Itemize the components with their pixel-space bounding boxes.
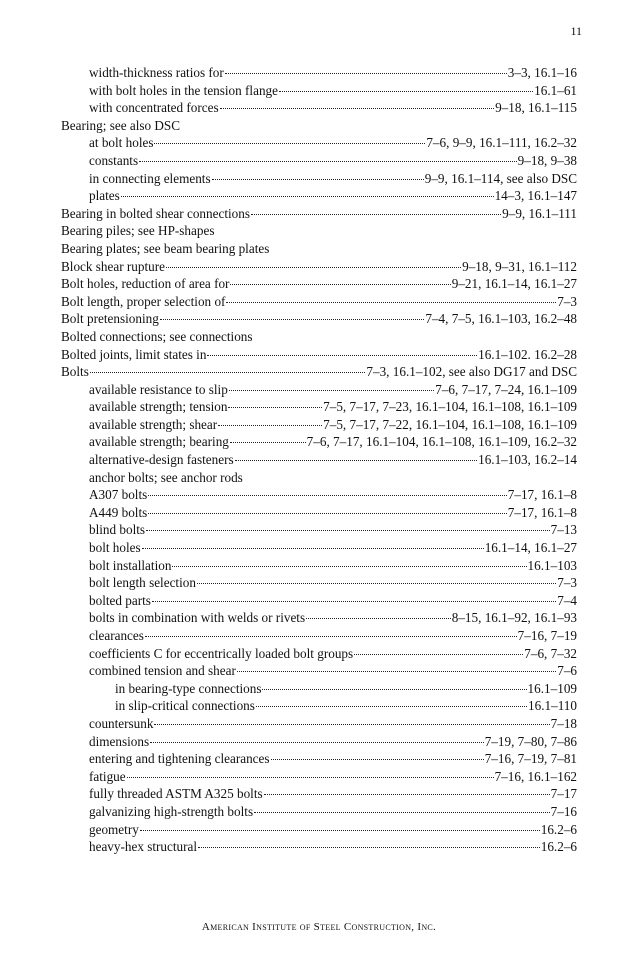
index-term: heavy-hex structural: [89, 839, 198, 855]
index-entry: [61, 363, 577, 381]
index-term: clearances: [89, 628, 144, 643]
index-page-refs: 7–5, 7–17, 7–23, 16.1–104, 16.1–108, 16.1–109: [323, 399, 577, 415]
index-entry: [61, 504, 577, 522]
index-page-refs: 9–18, 9–38: [517, 152, 577, 168]
dot-leader: [127, 777, 494, 778]
index-entry: [61, 99, 577, 117]
dot-leader: [90, 372, 366, 373]
index-page-refs: 9–21, 16.1–14, 16.1–27: [451, 276, 577, 292]
dot-leader: [160, 319, 425, 320]
dot-leader: [230, 284, 450, 285]
index-page-refs: 7–4, 7–5, 16.1–103, 16.2–48: [425, 311, 577, 327]
index-page-refs: 8–15, 16.1–92, 16.1–93: [451, 610, 577, 626]
page-footer: American Institute of Steel Construction, Inc.: [201, 921, 437, 933]
index-entry: [61, 697, 577, 715]
dot-leader: [212, 179, 424, 180]
index-entry: [61, 451, 577, 469]
dot-leader: [254, 812, 550, 813]
index-term: in bearing-type connections: [115, 680, 262, 696]
index-entry: [61, 275, 577, 293]
dot-leader: [152, 601, 556, 602]
index-page-refs: 7–18: [550, 715, 577, 731]
index-term: with concentrated forces: [89, 100, 219, 116]
index-entry: [61, 328, 577, 346]
index-term: Bolted connections; see connections: [61, 328, 253, 344]
dot-leader: [148, 513, 507, 514]
dot-leader: [154, 143, 425, 144]
index-term: in slip-critical connections: [115, 698, 255, 714]
index-term: Bolt pretensioning: [61, 311, 159, 327]
index-page-refs: 16.1–103: [527, 557, 577, 573]
dot-leader: [218, 425, 322, 426]
index-term: dimensions: [89, 733, 150, 749]
dot-leader: [230, 442, 306, 443]
index-page-refs: 7–17, 16.1–8: [507, 487, 577, 503]
dot-leader: [225, 73, 507, 74]
index-page-refs: 7–3, 16.1–102, see also DG17 and DSC: [366, 364, 577, 380]
index-entry: [61, 398, 577, 416]
dot-leader: [140, 830, 540, 831]
index-page-refs: 7–3: [557, 293, 577, 309]
index-term: entering and tightening clearances: [89, 751, 270, 767]
dot-leader: [226, 302, 556, 303]
dot-leader: [146, 530, 550, 531]
dot-leader: [229, 390, 434, 391]
index-term: Bearing in bolted shear connections: [61, 205, 250, 221]
index-entry: [61, 433, 577, 451]
index-entry: [61, 82, 577, 100]
index-page-refs: 7–5, 7–17, 7–22, 16.1–104, 16.1–108, 16.1–109: [323, 416, 577, 432]
index-term: with bolt holes in the tension flange: [89, 82, 278, 98]
index-page-refs: 7–16: [550, 803, 577, 819]
index-term: at bolt holes: [89, 135, 154, 151]
index-page-refs: 16.1–61: [534, 82, 577, 98]
index-page-refs: 7–6, 9–9, 16.1–111, 16.2–32: [426, 135, 577, 151]
index-entry: [61, 346, 577, 364]
index-entry: [61, 222, 577, 240]
index-page-refs: 7–4: [557, 592, 577, 608]
index-page-refs: 9–9, 16.1–114, see also DSC: [424, 170, 577, 186]
index-term: alternative-design fasteners: [89, 452, 234, 468]
index-term: bolt installation: [89, 557, 172, 573]
index-entry: [61, 592, 577, 610]
index-term: coefficients C for eccentrically loaded bolt groups: [89, 645, 354, 661]
index-term: constants: [89, 152, 139, 168]
index-entry: [61, 469, 577, 487]
index-page-refs: 9–18, 16.1–115: [495, 100, 577, 116]
index-page-refs: 7–19, 7–80, 7–86: [484, 733, 577, 749]
index-entry: [61, 574, 577, 592]
index-entry: [61, 627, 577, 645]
index-term: A307 bolts: [89, 487, 148, 503]
page-number: 11: [570, 24, 582, 38]
index-page-refs: 16.1–109: [527, 680, 577, 696]
index-entry: [61, 521, 577, 539]
index-entry: [61, 240, 577, 258]
dot-leader: [145, 636, 517, 637]
index-page-refs: 7–17: [550, 786, 577, 802]
index-term: bolts in combination with welds or rivets: [89, 610, 306, 626]
dot-leader: [220, 108, 494, 109]
index-term: plates: [89, 188, 120, 204]
dot-leader: [228, 407, 322, 408]
index-term: available strength; tension: [89, 399, 228, 415]
index-term: countersunk: [89, 715, 154, 731]
dot-leader: [150, 742, 484, 743]
index-page-refs: 7–6, 7–17, 7–24, 16.1–109: [435, 381, 577, 397]
index-term: galvanizing high-strength bolts: [89, 803, 254, 819]
index-page-refs: 7–16, 7–19: [517, 628, 577, 643]
index-page-refs: 9–9, 16.1–111: [502, 205, 577, 221]
index-entry: [61, 803, 577, 821]
index-term: Bolts: [61, 364, 89, 380]
index-term: in connecting elements: [89, 170, 211, 186]
index-entry: [61, 680, 577, 698]
dot-leader: [207, 355, 477, 356]
dot-leader: [264, 794, 550, 795]
index-term: Bolt length, proper selection of: [61, 293, 226, 309]
index-entry: [61, 645, 577, 663]
index-page-refs: 16.2–6: [540, 839, 577, 855]
dot-leader: [306, 618, 451, 619]
index-page-refs: 16.2–6: [540, 821, 577, 837]
index-entry: [61, 768, 577, 786]
index-page-refs: 7–6, 7–17, 16.1–104, 16.1–108, 16.1–109, 16.2–32: [306, 434, 577, 450]
index-entry: [61, 486, 577, 504]
index-entry: [61, 750, 577, 768]
index-page-refs: 16.1–102. 16.2–28: [478, 346, 577, 362]
index-term: bolted parts: [89, 592, 151, 608]
dot-leader: [166, 267, 461, 268]
index-term: Block shear rupture: [61, 258, 165, 274]
index-page-refs: 7–16, 16.1–162: [494, 768, 577, 784]
dot-leader: [235, 460, 477, 461]
dot-leader: [198, 847, 540, 848]
index-entry: [61, 293, 577, 311]
dot-leader: [271, 759, 484, 760]
index-term: available strength; shear: [89, 416, 218, 432]
index-page-refs: 14–3, 16.1–147: [494, 188, 577, 204]
dot-leader: [121, 196, 494, 197]
index-term: available resistance to slip: [89, 381, 228, 397]
index-page-refs: 7–16, 7–19, 7–81: [484, 751, 577, 767]
dot-leader: [197, 583, 556, 584]
index-list: [61, 64, 577, 856]
dot-leader: [256, 706, 527, 707]
index-entry: [61, 838, 577, 856]
index-entry: [61, 733, 577, 751]
dot-leader: [172, 566, 526, 567]
index-term: Bearing; see also DSC: [61, 117, 181, 133]
dot-leader: [139, 161, 517, 162]
index-term: combined tension and shear: [89, 663, 236, 679]
index-page-refs: 16.1–103, 16.2–14: [478, 452, 577, 468]
dot-leader: [237, 671, 556, 672]
index-entry: [61, 381, 577, 399]
index-page-refs: 7–3: [557, 575, 577, 591]
index-entry: [61, 64, 577, 82]
index-term: fatigue: [89, 768, 126, 784]
index-entry: [61, 310, 577, 328]
index-page-refs: 9–18, 9–31, 16.1–112: [462, 258, 577, 274]
index-page-refs: 7–17, 16.1–8: [507, 504, 577, 520]
index-entry: [61, 205, 577, 223]
index-entry: [61, 187, 577, 205]
index-entry: [61, 785, 577, 803]
index-entry: [61, 416, 577, 434]
dot-leader: [148, 495, 507, 496]
index-term: Bearing plates; see beam bearing plates: [61, 240, 270, 256]
index-entry: [61, 609, 577, 627]
index-term: Bearing piles; see HP-shapes: [61, 223, 215, 239]
index-term: bolt length selection: [89, 575, 196, 591]
index-term: available strength; bearing: [89, 434, 229, 450]
index-term: Bolt holes, reduction of area for: [61, 276, 230, 292]
dot-leader: [354, 654, 523, 655]
index-term: A449 bolts: [89, 504, 148, 520]
index-entry: [61, 557, 577, 575]
index-page-refs: 7–6, 7–32: [524, 645, 577, 661]
index-term: fully threaded ASTM A325 bolts: [89, 786, 263, 802]
index-page-refs: 16.1–110: [528, 698, 577, 714]
dot-leader: [251, 214, 501, 215]
dot-leader: [262, 689, 526, 690]
dot-leader: [279, 91, 533, 92]
index-term: anchor bolts; see anchor rods: [89, 469, 243, 485]
index-term: geometry: [89, 821, 139, 837]
index-term: Bolted joints, limit states in: [61, 346, 207, 362]
dot-leader: [142, 548, 484, 549]
index-entry: [61, 662, 577, 680]
index-entry: [61, 152, 577, 170]
index-page-refs: 7–6: [557, 663, 577, 679]
index-term: blind bolts: [89, 522, 146, 538]
index-page-refs: 3–3, 16.1–16: [507, 65, 577, 80]
index-entry: [61, 134, 577, 152]
index-page-refs: 16.1–14, 16.1–27: [484, 540, 577, 556]
index-entry: [61, 258, 577, 276]
index-term: bolt holes: [89, 540, 141, 556]
index-entry: [61, 715, 577, 733]
index-entry: [61, 170, 577, 188]
index-entry: [61, 117, 577, 135]
index-entry: [61, 539, 577, 557]
index-term: width-thickness ratios for: [89, 65, 224, 80]
index-page-refs: 7–13: [550, 522, 577, 538]
index-entry: [61, 821, 577, 839]
dot-leader: [154, 724, 549, 725]
